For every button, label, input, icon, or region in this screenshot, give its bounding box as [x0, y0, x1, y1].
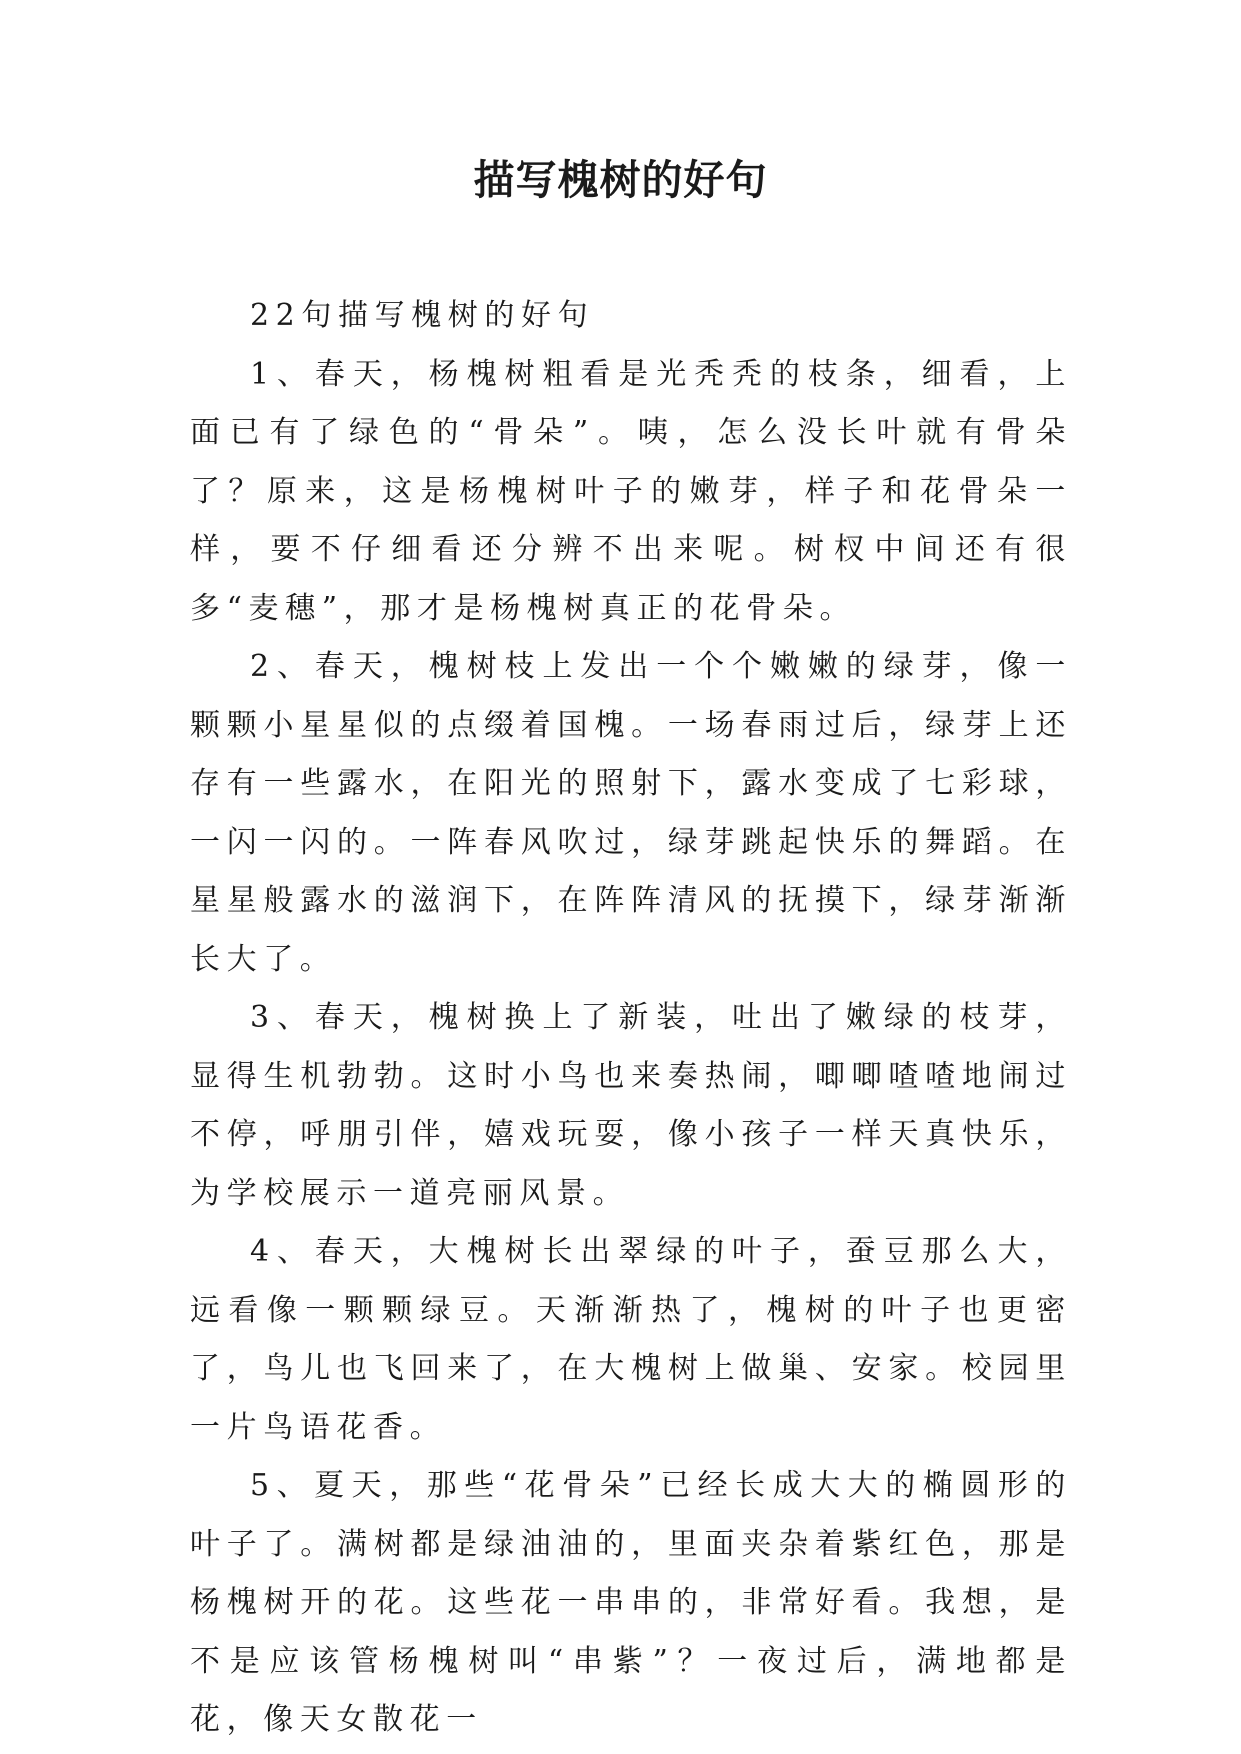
page-title: 描写槐树的好句 [473, 156, 768, 204]
paragraph-4: 4、春天，大槐树长出翠绿的叶子，蚕豆那么大，远看像一颗颗绿豆。天渐渐热了，槐树的叶子也更密了，鸟儿也飞回来了，在大槐树上做巢、安家。校园里一片鸟语花香。 [190, 1234, 1072, 1445]
document-body [190, 287, 1072, 1750]
paragraph-5: 5、夏天，那些“花骨朵”已经长成大大的椭圆形的叶子了。满树都是绿油油的，里面夹杂着紫红色，那是杨槐树开的花。这些花一串串的，非常好看。我想，是不是应该管杨槐树叫“串紫”？一夜过后，满地都是花，像天女散花一 [190, 1468, 1072, 1737]
intro-paragraph: 22句描写槐树的好句 [250, 298, 595, 333]
paragraph-1: 1、春天，杨槐树粗看是光秃秃的枝条，细看，上面已有了绿色的“骨朵”。咦，怎么没长叶就有骨朵了？原来，这是杨槐树叶子的嫩芽，样子和花骨朵一样，要不仔细看还分辨不出来呢。树杈中间还有很多“麦穗”，那才是杨槐树真正的花骨朵。 [190, 356, 1072, 626]
paragraph-3: 3、春天，槐树换上了新装，吐出了嫩绿的枝芽，显得生机勃勃。这时小鸟也来奏热闹，唧唧喳喳地闹过不停，呼朋引伴，嬉戏玩耍，像小孩子一样天真快乐，为学校展示一道亮丽风景。 [190, 1000, 1072, 1211]
paragraph-2: 2、春天，槐树枝上发出一个个嫩嫩的绿芽，像一颗颗小星星似的点缀着国槐。一场春雨过后，绿芽上还存有一些露水，在阳光的照射下，露水变成了七彩球，一闪一闪的。一阵春风吹过，绿芽跳起快乐的舞蹈。在星星般露水的滋润下，在阵阵清风的抚摸下，绿芽渐渐长大了。 [190, 649, 1072, 977]
